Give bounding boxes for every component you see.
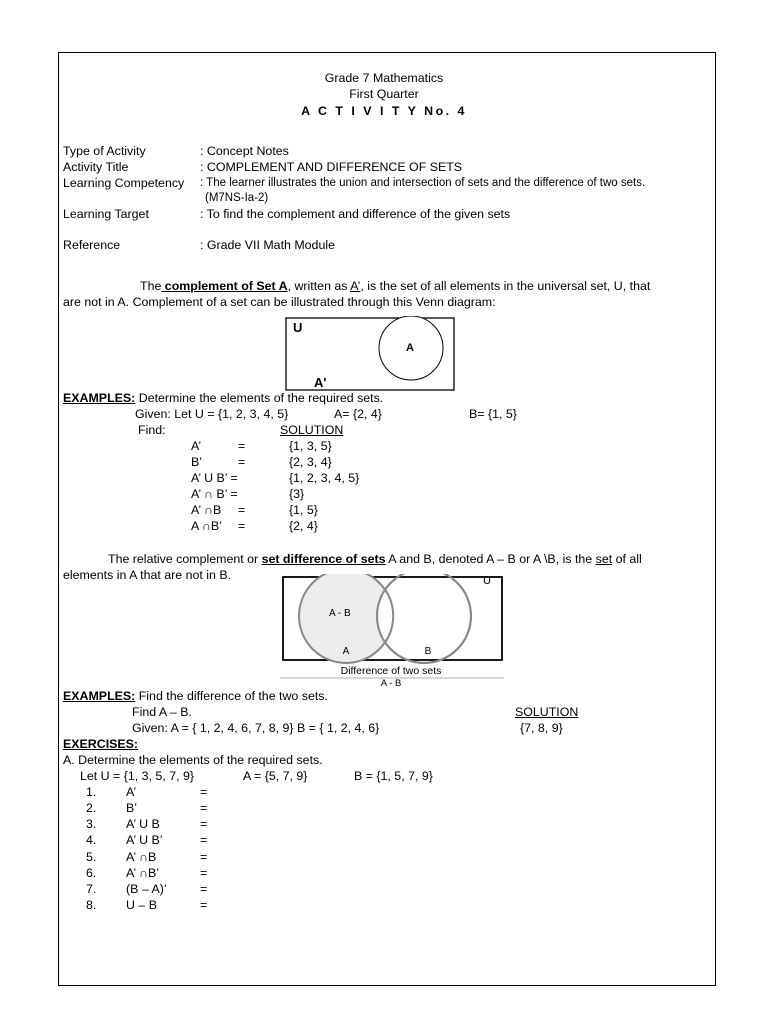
exercise-4-eq: = xyxy=(200,833,208,847)
examples2-solution-label: SOLUTION xyxy=(515,705,579,719)
exercise-5-expr: A’ ∩B xyxy=(126,850,157,864)
ex1-row-5-eq: = xyxy=(238,503,246,517)
ex1-row-6-eq: = xyxy=(238,519,246,533)
exercise-7-num: 7. xyxy=(86,882,97,896)
exercise-7-expr: (B – A)’ xyxy=(126,882,167,896)
difference-venn-diagram xyxy=(280,574,504,688)
difference-paragraph-line2: elements in A that are not in B. xyxy=(63,568,232,582)
exercise-4-expr: A’ U B’ xyxy=(126,833,163,847)
info-value-target: : To find the complement and difference of the given sets xyxy=(200,207,511,221)
set-a-label: A xyxy=(406,342,414,354)
exercise-3-expr: A’ U B xyxy=(126,817,160,831)
ex1-row-2-eq: = xyxy=(238,455,246,469)
diagram-caption-2: A - B xyxy=(380,678,402,688)
exercise-5-num: 5. xyxy=(86,850,97,864)
ex1-row-5-ans: {1, 5} xyxy=(289,503,318,517)
complement-venn-diagram xyxy=(284,316,456,392)
info-label-title: Activity Title xyxy=(63,160,129,174)
exercise-1-eq: = xyxy=(200,785,208,799)
exercise-1-num: 1. xyxy=(86,785,97,799)
info-value-title: : COMPLEMENT AND DIFFERENCE OF SETS xyxy=(200,160,463,174)
complement-label: A' xyxy=(314,375,327,390)
examples2-find: Find A – B. xyxy=(132,705,192,719)
universal-label: U xyxy=(483,575,491,587)
examples1-find: Find: xyxy=(138,423,166,437)
difference-post: of all xyxy=(612,552,642,566)
set-b-label: B xyxy=(424,646,432,657)
exercises-a-set: A = {5, 7, 9} xyxy=(243,769,308,783)
ex1-row-1-expr: A’ xyxy=(191,439,202,453)
ex1-row-3-ans: {1, 2, 3, 4, 5} xyxy=(289,471,360,485)
info-value-type: : Concept Notes xyxy=(200,144,289,158)
examples2-heading-line xyxy=(63,689,328,704)
ex1-row-5-expr: A’ ∩B xyxy=(191,503,222,517)
ex1-row-6-ans: {2, 4} xyxy=(289,519,318,533)
difference-pre: The relative complement or xyxy=(108,552,262,566)
a-minus-b-label: A - B xyxy=(329,608,351,619)
exercises-instruction: A. Determine the elements of the required sets. xyxy=(63,753,323,767)
ex1-row-4-expr: A’ ∩ B’ = xyxy=(191,487,238,501)
complement-post: , is the set of all elements in the universal set, U, that xyxy=(360,279,651,293)
ex1-row-1-eq: = xyxy=(238,439,246,453)
exercises-let-u: Let U = {1, 3, 5, 7, 9} xyxy=(80,769,195,783)
info-label-competency: Learning Competency xyxy=(63,176,185,190)
ex1-row-3-expr: A’ U B’ = xyxy=(191,471,238,485)
exercise-3-num: 3. xyxy=(86,817,97,831)
difference-mid: A and B, denoted A – B or A \B, is the xyxy=(385,552,596,566)
ex1-row-4-ans: {3} xyxy=(289,487,305,501)
examples1-heading-line xyxy=(63,391,383,406)
difference-term: set difference of sets xyxy=(261,552,386,566)
diagram-caption: Difference of two sets xyxy=(340,665,442,677)
header-grade: Grade 7 Mathematics xyxy=(324,71,444,85)
ex1-row-6-expr: A ∩B’ xyxy=(191,519,222,533)
exercise-4-num: 4. xyxy=(86,833,97,847)
exercise-8-expr: U – B xyxy=(126,898,157,912)
complement-pre: The xyxy=(140,279,162,293)
exercise-8-num: 8. xyxy=(86,898,97,912)
complement-notation: A’ xyxy=(350,279,361,293)
info-value-reference: : Grade VII Math Module xyxy=(200,238,335,252)
ex1-row-1-ans: {1, 3, 5} xyxy=(289,439,332,453)
info-label-type: Type of Activity xyxy=(63,144,146,158)
exercise-6-expr: A’ ∩B’ xyxy=(126,866,160,880)
header-quarter: First Quarter xyxy=(349,87,419,101)
exercise-2-num: 2. xyxy=(86,801,97,815)
set-a-label: A xyxy=(342,646,350,657)
examples1-b-set: B= {1, 5} xyxy=(469,407,517,421)
exercise-5-eq: = xyxy=(200,850,208,864)
examples2-answer: {7, 8, 9} xyxy=(520,721,563,735)
examples1-heading: EXAMPLES: xyxy=(63,391,136,405)
exercise-1-expr: A’ xyxy=(126,785,137,799)
examples2-given: Given: A = { 1, 2, 4, 6, 7, 8, 9} B = { 1, 2, 4, 6} xyxy=(132,721,380,735)
examples1-given: Given: Let U = {1, 2, 3, 4, 5} xyxy=(135,407,289,421)
universal-label: U xyxy=(293,320,303,335)
exercise-7-eq: = xyxy=(200,882,208,896)
exercise-6-num: 6. xyxy=(86,866,97,880)
exercise-2-expr: B’ xyxy=(126,801,138,815)
ex1-row-2-ans: {2, 3, 4} xyxy=(289,455,332,469)
info-label-reference: Reference xyxy=(63,238,121,252)
ex1-row-2-expr: B’ xyxy=(191,455,203,469)
info-competency-code: (M7NS-Ia-2) xyxy=(205,192,269,204)
examples1-a-set: A= {2, 4} xyxy=(334,407,382,421)
complement-term: complement of Set A xyxy=(161,279,288,293)
examples2-heading-text: Find the difference of the two sets. xyxy=(135,689,328,703)
exercise-2-eq: = xyxy=(200,801,208,815)
header-activity: A C T I V I T Y No. 4 xyxy=(301,104,467,118)
exercises-heading: EXERCISES: xyxy=(63,737,139,751)
complement-paragraph-line2: are not in A. Complement of a set can be illustrated through this Venn diagram: xyxy=(63,295,496,309)
exercise-6-eq: = xyxy=(200,866,208,880)
exercise-8-eq: = xyxy=(200,898,208,912)
difference-paragraph-line1 xyxy=(108,552,642,567)
examples2-heading: EXAMPLES: xyxy=(63,689,136,703)
exercises-b-set: B = {1, 5, 7, 9} xyxy=(354,769,433,783)
examples1-heading-text: Determine the elements of the required sets. xyxy=(135,391,384,405)
complement-paragraph-line1 xyxy=(140,279,650,294)
info-label-target: Learning Target xyxy=(63,207,149,221)
complement-mid: , written as xyxy=(287,279,351,293)
difference-set-word: set xyxy=(595,552,613,566)
info-value-competency: : The learner illustrates the union and intersection of sets and the difference of two sets. xyxy=(200,177,646,189)
exercise-3-eq: = xyxy=(200,817,208,831)
examples1-solution-label: SOLUTION xyxy=(280,423,344,437)
